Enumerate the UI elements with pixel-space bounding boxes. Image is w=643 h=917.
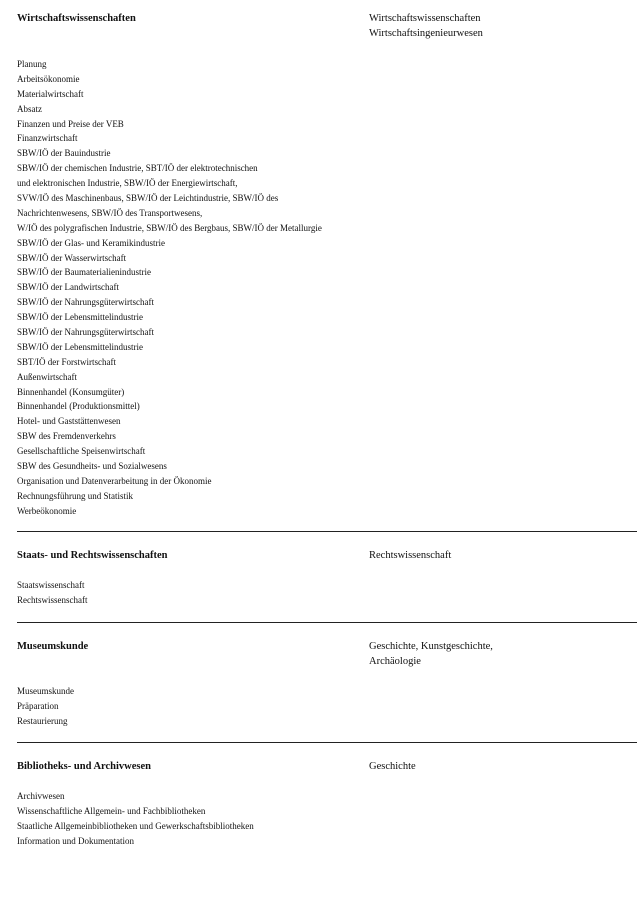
related-field: Geschichte, Kunstgeschichte,	[369, 641, 493, 652]
list-item: SBT/IÖ der Forstwirtschaft	[17, 356, 116, 367]
list-item: Nachrichtenwesens, SBW/IÖ des Transportwesens,	[17, 207, 203, 218]
related-field: Wirtschaftswissenschaften	[369, 13, 481, 24]
list-item: Museumskunde	[17, 686, 74, 696]
list-item: Staatswissenschaft	[17, 580, 85, 590]
related-field: Geschichte	[369, 761, 416, 772]
list-item: W/IÖ des polygrafischen Industrie, SBW/IÖ des Bergbaus, SBW/IÖ der Metallurgie	[17, 222, 322, 233]
specialization-list	[17, 578, 87, 608]
list-item: Staatliche Allgemeinbibliotheken und Gewerkschaftsbibliotheken	[17, 820, 254, 831]
related-field: Archäologie	[369, 656, 421, 667]
section-title: Staats- und Rechtswissenschaften	[17, 550, 168, 561]
list-item: Finanzwirtschaft	[17, 133, 78, 144]
list-item: Außenwirtschaft	[17, 371, 77, 382]
list-item: Binnenhandel (Konsumgüter)	[17, 386, 125, 397]
specialization-list	[17, 57, 322, 519]
list-item: Information und Dokumentation	[17, 835, 134, 846]
list-item: Werbeökonomie	[17, 505, 77, 516]
related-field: Rechtswissenschaft	[369, 550, 452, 561]
list-item: Absatz	[17, 103, 42, 114]
list-item: SBW des Gesundheits- und Sozialwesens	[17, 461, 167, 472]
list-item: SBW/IÖ der Landwirtschaft	[17, 282, 119, 293]
related-fields	[369, 759, 416, 774]
section-divider	[17, 531, 637, 532]
list-item: Präparation	[17, 700, 59, 711]
list-item: und elektronischen Industrie, SBW/IÖ der Energiewirtschaft,	[17, 178, 238, 189]
specialization-list	[17, 684, 74, 729]
list-item: SBW/IÖ der chemischen Industrie, SBT/IÖ der elektrotechnischen	[17, 163, 258, 174]
list-item: Wissenschaftliche Allgemein- und Fachbibliotheken	[17, 805, 206, 816]
list-item: Binnenhandel (Produktionsmittel)	[17, 401, 140, 412]
section-title: Bibliotheks- und Archivwesen	[17, 761, 152, 772]
section-title: Wirtschaftswissenschaften	[17, 13, 136, 24]
list-item: Archivwesen	[17, 791, 65, 801]
list-item: SBW/IÖ der Nahrungsgüterwirtschaft	[17, 327, 154, 338]
list-item: Arbeitsökonomie	[17, 73, 80, 84]
section-divider	[17, 622, 637, 623]
related-field: Wirtschaftsingenieurwesen	[369, 28, 483, 39]
related-fields	[369, 639, 493, 669]
specialization-list	[17, 789, 254, 849]
list-item: SVW/IÖ des Maschinenbaus, SBW/IÖ der Leichtindustrie, SBW/IÖ des	[17, 193, 279, 204]
section-divider	[17, 742, 637, 743]
list-item: SBW/IÖ der Baumaterialienindustrie	[17, 267, 151, 278]
section-title: Museumskunde	[17, 641, 89, 652]
list-item: Restaurierung	[17, 715, 68, 726]
list-item: Rechtswissenschaft	[17, 594, 88, 605]
list-item: SBW/IÖ der Bauindustrie	[17, 148, 111, 159]
related-fields	[369, 548, 451, 563]
list-item: Organisation und Datenverarbeitung in der Ökonomie	[17, 475, 212, 486]
list-item: SBW/IÖ der Wasserwirtschaft	[17, 252, 127, 263]
list-item: Rechnungsführung und Statistik	[17, 490, 133, 501]
list-item: SBW/IÖ der Lebensmittelindustrie	[17, 341, 143, 352]
list-item: Materialwirtschaft	[17, 88, 84, 99]
list-item: SBW/IÖ der Lebensmittelindustrie	[17, 312, 143, 323]
list-item: SBW des Fremdenverkehrs	[17, 431, 116, 442]
list-item: SBW/IÖ der Nahrungsgüterwirtschaft	[17, 297, 154, 308]
list-item: SBW/IÖ der Glas- und Keramikindustrie	[17, 237, 165, 248]
list-item: Finanzen und Preise der VEB	[17, 118, 124, 129]
related-fields	[369, 11, 483, 41]
list-item: Gesellschaftliche Speisenwirtschaft	[17, 446, 146, 457]
list-item: Planung	[17, 59, 47, 69]
list-item: Hotel- und Gaststättenwesen	[17, 416, 121, 427]
